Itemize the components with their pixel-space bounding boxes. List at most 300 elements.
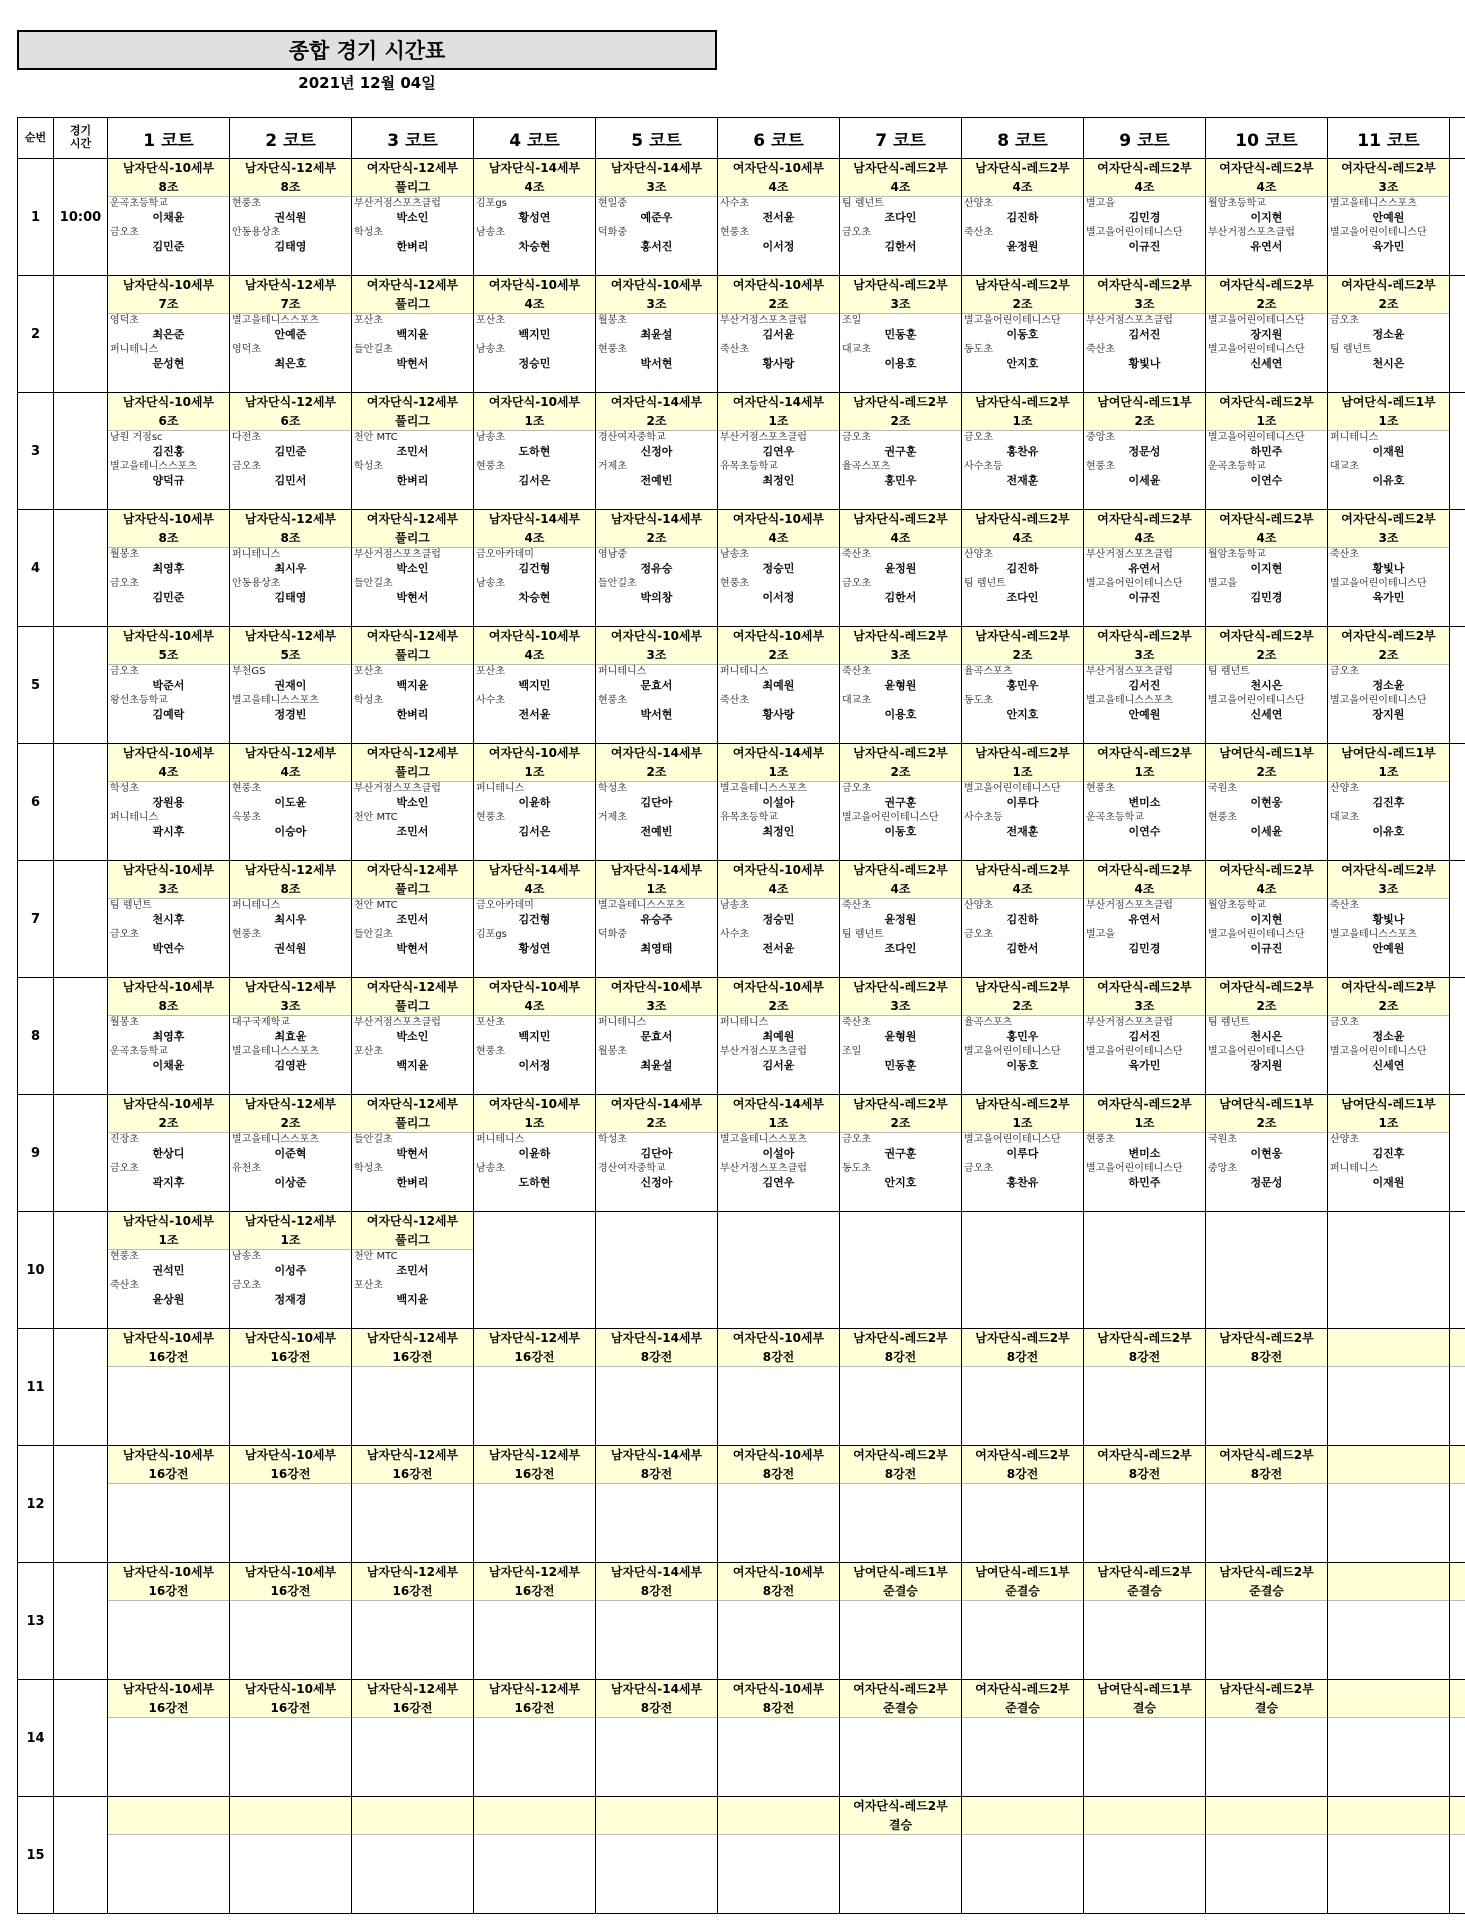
player-2-club: 대교초 bbox=[842, 344, 871, 355]
event-group: 1조 bbox=[646, 882, 667, 896]
player-1-club: 별고을테니스스포츠 bbox=[1330, 198, 1417, 209]
event-name: 남자단식-14세부 bbox=[610, 1682, 703, 1696]
row-time bbox=[54, 510, 108, 627]
player-2-name: 이세윤 bbox=[1128, 474, 1161, 487]
event-group: 8강전 bbox=[1006, 1467, 1039, 1481]
player-1-name: 이현웅 bbox=[1250, 1147, 1283, 1160]
event-group: 1조 bbox=[524, 765, 545, 779]
player-2-name: 권석원 bbox=[274, 942, 307, 955]
player-1-name: 최영후 bbox=[152, 1030, 185, 1043]
player-1-name: 김진하 bbox=[1006, 913, 1039, 926]
match-event-header bbox=[1206, 1680, 1327, 1718]
match-cell bbox=[108, 1797, 230, 1914]
match-cell bbox=[718, 744, 840, 861]
event-group: 1조 bbox=[1012, 765, 1033, 779]
player-1-club: 천안 MTC bbox=[354, 432, 398, 443]
event-group: 3조 bbox=[1378, 180, 1399, 194]
player-1-club: 부산거점스포츠클럽 bbox=[354, 549, 441, 560]
player-2-name: 최정인 bbox=[762, 825, 795, 838]
event-name: 남자단식-10세부 bbox=[122, 629, 215, 643]
player-2-club: 유천초 bbox=[232, 1163, 261, 1174]
player-1-name: 김단아 bbox=[640, 796, 673, 809]
header-time bbox=[54, 118, 108, 159]
player-2-name: 김민경 bbox=[1128, 942, 1161, 955]
match-event-header bbox=[1450, 1563, 1465, 1601]
player-1-name: 정승민 bbox=[762, 913, 795, 926]
match-players bbox=[474, 782, 595, 840]
player-2-name: 김예락 bbox=[152, 708, 185, 721]
match-event-header bbox=[1206, 1329, 1327, 1367]
player-1-name: 김민준 bbox=[274, 445, 307, 458]
event-name: 여자단식-14세부 bbox=[610, 395, 703, 409]
match-cell bbox=[1328, 627, 1450, 744]
event-group: 8강전 bbox=[640, 1584, 673, 1598]
player-1-name: 김서진 bbox=[1128, 328, 1161, 341]
player-1-name: 정유승 bbox=[640, 562, 673, 575]
player-1-club: 부산거점스포츠클럽 bbox=[354, 783, 441, 794]
match-event-header bbox=[1084, 159, 1205, 197]
match-players bbox=[718, 314, 839, 372]
row-number: 7 bbox=[18, 861, 54, 978]
match-players bbox=[474, 548, 595, 606]
match-event-header bbox=[1206, 159, 1327, 197]
player-1-club: 현풍초 bbox=[1086, 783, 1115, 794]
event-group: 풀리그 bbox=[395, 180, 430, 194]
player-2-name: 최영태 bbox=[640, 942, 673, 955]
match-cell bbox=[962, 159, 1084, 276]
event-name: 남자단식-14세부 bbox=[610, 512, 703, 526]
event-name: 여자단식-14세부 bbox=[732, 1097, 825, 1111]
event-name: 여자단식-레드2부 bbox=[1341, 512, 1436, 526]
player-1-club: 남송초 bbox=[720, 549, 749, 560]
event-group: 1조 bbox=[1012, 414, 1033, 428]
player-1-club: 남송초 bbox=[476, 432, 505, 443]
player-1-name: 권석민 bbox=[152, 1264, 185, 1277]
match-cell bbox=[352, 627, 474, 744]
match-cell bbox=[718, 978, 840, 1095]
match-players bbox=[230, 782, 351, 840]
match-event-header bbox=[474, 393, 595, 431]
player-2-name: 육가민 bbox=[1372, 240, 1405, 253]
player-1-name: 최예원 bbox=[762, 679, 795, 692]
match-event-header bbox=[962, 510, 1083, 548]
match-cell bbox=[1084, 978, 1206, 1095]
player-2-club: 별고을어린이테니스단 bbox=[842, 812, 939, 823]
match-players bbox=[840, 431, 961, 489]
match-players bbox=[474, 899, 595, 957]
player-1-club: 금오초 bbox=[964, 432, 993, 443]
match-cell bbox=[108, 1329, 230, 1446]
player-1-name: 이재원 bbox=[1372, 445, 1405, 458]
event-group: 3조 bbox=[646, 180, 667, 194]
player-1-club: 퍼니테니스 bbox=[598, 666, 647, 677]
event-name: 남자단식-레드2부 bbox=[853, 161, 948, 175]
schedule-date: 2021년 12월 04일 bbox=[298, 74, 436, 92]
match-cell bbox=[962, 1095, 1084, 1212]
event-name: 여자단식-레드2부 bbox=[1097, 746, 1192, 760]
match-players bbox=[840, 1133, 961, 1191]
match-cell bbox=[1084, 1095, 1206, 1212]
row-time bbox=[54, 1329, 108, 1446]
match-cell bbox=[230, 978, 352, 1095]
header-court-9: 9 코트 bbox=[1084, 118, 1206, 159]
player-2-club: 덕화중 bbox=[598, 227, 627, 238]
event-name: 여자단식-10세부 bbox=[732, 1331, 825, 1345]
header-court-2: 2 코트 bbox=[230, 118, 352, 159]
match-event-header bbox=[1084, 510, 1205, 548]
match-event-header bbox=[352, 1212, 473, 1250]
player-1-club: 퍼니테니스 bbox=[720, 666, 769, 677]
match-cell bbox=[1206, 276, 1328, 393]
player-2-name: 김한서 bbox=[1006, 942, 1039, 955]
event-name: 남자단식-레드2부 bbox=[1097, 1331, 1192, 1345]
player-2-name: 박현서 bbox=[396, 357, 429, 370]
match-event-header bbox=[108, 744, 229, 782]
header-court-7: 7 코트 bbox=[840, 118, 962, 159]
player-2-club: 현풍초 bbox=[598, 695, 627, 706]
match-cell bbox=[1084, 1563, 1206, 1680]
event-group: 16강전 bbox=[392, 1350, 433, 1364]
event-name: 여자단식-레드2부 bbox=[1219, 863, 1314, 877]
player-1-club: 영덕초 bbox=[110, 315, 139, 326]
player-1-name: 최예원 bbox=[762, 1030, 795, 1043]
schedule-row bbox=[18, 1797, 1465, 1914]
event-group: 3조 bbox=[1134, 297, 1155, 311]
match-cell bbox=[230, 1329, 352, 1446]
event-name: 여자단식-12세부 bbox=[366, 161, 459, 175]
event-group: 2조 bbox=[646, 765, 667, 779]
match-cell bbox=[352, 393, 474, 510]
player-2-name: 박연수 bbox=[152, 942, 185, 955]
match-cell bbox=[1084, 1212, 1206, 1329]
match-cell bbox=[596, 1095, 718, 1212]
schedule-row bbox=[18, 1446, 1465, 1563]
player-2-name: 이용호 bbox=[884, 708, 917, 721]
player-1-name: 홍민우 bbox=[1006, 679, 1039, 692]
player-2-club: 현풍초 bbox=[476, 461, 505, 472]
player-1-name: 김건형 bbox=[518, 913, 551, 926]
event-group: 2조 bbox=[1012, 648, 1033, 662]
match-cell bbox=[1084, 159, 1206, 276]
player-2-name: 육가민 bbox=[1128, 1059, 1161, 1072]
player-2-club: 별고을어린이테니스단 bbox=[1086, 227, 1183, 238]
event-name: 남자단식-12세부 bbox=[244, 980, 337, 994]
match-event-header bbox=[230, 978, 351, 1016]
event-name: 남자단식-레드2부 bbox=[853, 746, 948, 760]
schedule-row bbox=[18, 627, 1465, 744]
event-name: 남자단식-레드2부 bbox=[975, 980, 1070, 994]
match-cell bbox=[1328, 1680, 1450, 1797]
player-1-club: 월봉초 bbox=[598, 315, 627, 326]
match-cell bbox=[962, 1329, 1084, 1446]
player-2-name: 이상준 bbox=[274, 1176, 307, 1189]
match-players bbox=[1328, 314, 1449, 372]
match-cell bbox=[1206, 393, 1328, 510]
player-2-club: 현풍초 bbox=[476, 812, 505, 823]
match-cell bbox=[108, 1095, 230, 1212]
event-name: 남자단식-12세부 bbox=[488, 1682, 581, 1696]
player-2-club: 별고을테니스스포츠 bbox=[1330, 929, 1417, 940]
event-group: 8강전 bbox=[640, 1467, 673, 1481]
player-1-club: 포산초 bbox=[476, 315, 505, 326]
event-group: 4조 bbox=[890, 531, 911, 545]
event-group: 결승 bbox=[1254, 1701, 1279, 1715]
event-group: 2조 bbox=[1134, 414, 1155, 428]
match-players bbox=[352, 431, 473, 489]
match-event-header bbox=[1206, 1095, 1327, 1133]
event-name: 남자단식-10세부 bbox=[122, 980, 215, 994]
player-1-name: 백지민 bbox=[518, 1030, 551, 1043]
player-2-name: 한벼리 bbox=[396, 708, 429, 721]
player-1-name: 김서윤 bbox=[762, 328, 795, 341]
player-1-name: 이윤하 bbox=[518, 796, 551, 809]
match-players bbox=[962, 548, 1083, 606]
match-event-header bbox=[840, 1563, 961, 1601]
match-cell bbox=[474, 627, 596, 744]
match-players bbox=[596, 314, 717, 372]
player-2-name: 안지호 bbox=[1006, 357, 1039, 370]
match-cell bbox=[718, 276, 840, 393]
event-name: 남자단식-레드2부 bbox=[853, 395, 948, 409]
event-name: 여자단식-14세부 bbox=[732, 746, 825, 760]
player-2-club: 남송초 bbox=[476, 578, 505, 589]
event-name: 남여단식-레드1부 bbox=[1219, 1097, 1314, 1111]
match-cell bbox=[1328, 159, 1450, 276]
match-cell bbox=[352, 510, 474, 627]
match-event-header bbox=[1084, 1446, 1205, 1484]
match-players bbox=[230, 899, 351, 957]
match-event-header bbox=[474, 861, 595, 899]
event-group: 1조 bbox=[1012, 1116, 1033, 1130]
event-group: 16강전 bbox=[270, 1467, 311, 1481]
player-1-name: 홍찬유 bbox=[1006, 445, 1039, 458]
player-2-name: 황성연 bbox=[518, 942, 551, 955]
player-2-club: 팀 렘넌트 bbox=[842, 929, 884, 940]
match-event-header bbox=[1206, 276, 1327, 314]
match-players bbox=[1084, 314, 1205, 372]
event-group: 2조 bbox=[890, 765, 911, 779]
match-cell bbox=[1450, 1563, 1465, 1680]
match-players bbox=[108, 197, 229, 255]
player-1-name: 안예준 bbox=[274, 328, 307, 341]
event-name: 여자단식-레드2부 bbox=[1219, 395, 1314, 409]
match-cell bbox=[1206, 1212, 1328, 1329]
player-2-club: 퍼니테니스 bbox=[110, 812, 159, 823]
event-group: 4조 bbox=[1134, 180, 1155, 194]
match-cell bbox=[1328, 861, 1450, 978]
match-players bbox=[718, 1016, 839, 1074]
match-cell bbox=[1084, 276, 1206, 393]
player-2-club: 포산초 bbox=[354, 1280, 383, 1291]
match-players bbox=[1206, 1016, 1327, 1074]
match-cell bbox=[1206, 159, 1328, 276]
event-name: 여자단식-10세부 bbox=[732, 980, 825, 994]
schedule-row bbox=[18, 1095, 1465, 1212]
match-cell bbox=[474, 1797, 596, 1914]
event-group: 4조 bbox=[524, 882, 545, 896]
match-event-header bbox=[230, 744, 351, 782]
event-group: 16강전 bbox=[270, 1584, 311, 1598]
match-event-header bbox=[840, 861, 961, 899]
match-players bbox=[352, 782, 473, 840]
match-cell bbox=[474, 159, 596, 276]
player-2-club: 별고을어린이테니스단 bbox=[1208, 344, 1305, 355]
match-cell bbox=[352, 1680, 474, 1797]
match-event-header bbox=[1206, 627, 1327, 665]
match-cell bbox=[230, 1563, 352, 1680]
match-cell bbox=[1084, 1680, 1206, 1797]
event-group: 16강전 bbox=[148, 1584, 189, 1598]
event-name: 여자단식-10세부 bbox=[488, 278, 581, 292]
match-cell bbox=[108, 393, 230, 510]
match-cell bbox=[1084, 510, 1206, 627]
player-2-club: 금오초 bbox=[110, 227, 139, 238]
match-players bbox=[962, 1133, 1083, 1191]
event-group: 4조 bbox=[1012, 882, 1033, 896]
player-1-club: 대구국제학교 bbox=[232, 1017, 290, 1028]
header-court-overflow bbox=[1450, 118, 1465, 159]
match-cell bbox=[1206, 1563, 1328, 1680]
player-2-club: 현풍초 bbox=[598, 344, 627, 355]
player-2-club: 들안길초 bbox=[354, 929, 393, 940]
match-cell bbox=[474, 276, 596, 393]
player-2-club: 대교초 bbox=[842, 695, 871, 706]
event-name: 남자단식-레드2부 bbox=[853, 980, 948, 994]
player-1-club: 죽산초 bbox=[842, 1017, 871, 1028]
row-number: 15 bbox=[18, 1797, 54, 1914]
match-players bbox=[718, 548, 839, 606]
match-players bbox=[1206, 431, 1327, 489]
event-name: 남자단식-10세부 bbox=[122, 512, 215, 526]
player-2-club: 대교초 bbox=[1330, 461, 1359, 472]
event-group: 4조 bbox=[890, 180, 911, 194]
player-1-club: 들안길초 bbox=[354, 1134, 393, 1145]
match-event-header bbox=[840, 1680, 961, 1718]
event-name: 남여단식-레드1부 bbox=[1097, 395, 1192, 409]
event-group: 8강전 bbox=[762, 1701, 795, 1715]
match-cell bbox=[840, 159, 962, 276]
match-players bbox=[718, 197, 839, 255]
player-1-name: 전서윤 bbox=[762, 211, 795, 224]
match-players bbox=[230, 197, 351, 255]
player-1-name: 윤형원 bbox=[884, 1030, 917, 1043]
event-group: 8강전 bbox=[1250, 1467, 1283, 1481]
match-event-header bbox=[474, 744, 595, 782]
match-event-header bbox=[352, 744, 473, 782]
player-1-name: 홍민우 bbox=[1006, 1030, 1039, 1043]
event-name: 여자단식-레드2부 bbox=[1219, 980, 1314, 994]
player-1-name: 김진하 bbox=[1006, 211, 1039, 224]
player-1-name: 천시은 bbox=[1250, 1030, 1283, 1043]
player-2-club: 별고을어린이테니스단 bbox=[1330, 695, 1427, 706]
player-2-club: 학성초 bbox=[354, 1163, 383, 1174]
match-players bbox=[962, 782, 1083, 840]
match-event-header bbox=[352, 1329, 473, 1367]
match-players bbox=[962, 197, 1083, 255]
event-group: 2조 bbox=[1256, 648, 1277, 662]
match-cell bbox=[962, 276, 1084, 393]
event-name: 여자단식-10세부 bbox=[488, 980, 581, 994]
match-event-header bbox=[108, 978, 229, 1016]
player-1-name: 한상디 bbox=[152, 1147, 185, 1160]
match-event-header bbox=[1206, 744, 1327, 782]
match-event-header bbox=[962, 978, 1083, 1016]
schedule-row bbox=[18, 1212, 1465, 1329]
match-event-header bbox=[352, 978, 473, 1016]
match-cell bbox=[108, 159, 230, 276]
match-cell bbox=[596, 861, 718, 978]
match-cell bbox=[718, 393, 840, 510]
match-players bbox=[108, 548, 229, 606]
player-2-name: 정재경 bbox=[274, 1293, 307, 1306]
match-cell bbox=[596, 744, 718, 861]
player-2-name: 박서현 bbox=[640, 357, 673, 370]
event-group: 3조 bbox=[158, 882, 179, 896]
player-1-club: 금오초 bbox=[842, 1134, 871, 1145]
match-cell bbox=[1206, 1797, 1328, 1914]
match-event-header bbox=[718, 744, 839, 782]
event-name: 여자단식-10세부 bbox=[610, 980, 703, 994]
match-cell bbox=[1328, 1212, 1450, 1329]
player-1-club: 금오초 bbox=[110, 666, 139, 677]
match-cell bbox=[962, 393, 1084, 510]
player-2-name: 육가민 bbox=[1372, 591, 1405, 604]
event-name: 남여단식-레드1부 bbox=[975, 1565, 1070, 1579]
player-1-name: 박소인 bbox=[396, 562, 429, 575]
match-event-header bbox=[1328, 159, 1449, 197]
player-1-club: 별고을어린이테니스단 bbox=[964, 1134, 1061, 1145]
match-players bbox=[718, 1133, 839, 1191]
match-event-header bbox=[1084, 1797, 1205, 1835]
player-2-club: 율곡스포츠 bbox=[842, 461, 891, 472]
header-court-10: 10 코트 bbox=[1206, 118, 1328, 159]
match-cell bbox=[718, 861, 840, 978]
event-name: 남자단식-레드2부 bbox=[1097, 1565, 1192, 1579]
player-2-club: 별고을어린이테니스단 bbox=[1086, 578, 1183, 589]
match-event-header bbox=[1084, 1329, 1205, 1367]
event-name: 여자단식-10세부 bbox=[610, 629, 703, 643]
match-players bbox=[1084, 1133, 1205, 1191]
player-1-club: 부산거점스포츠클럽 bbox=[354, 1017, 441, 1028]
player-1-name: 정문성 bbox=[1128, 445, 1161, 458]
player-2-name: 김서은 bbox=[518, 825, 551, 838]
event-name: 여자단식-12세부 bbox=[366, 746, 459, 760]
event-group: 16강전 bbox=[514, 1584, 555, 1598]
player-1-name: 문효서 bbox=[640, 1030, 673, 1043]
player-2-club: 별고을어린이테니스단 bbox=[1086, 1046, 1183, 1057]
event-group: 4조 bbox=[280, 765, 301, 779]
match-event-header bbox=[474, 159, 595, 197]
player-2-club: 현풍초 bbox=[720, 578, 749, 589]
match-players bbox=[1328, 782, 1449, 840]
match-cell bbox=[1206, 861, 1328, 978]
player-2-club: 사수초등 bbox=[964, 461, 1003, 472]
event-name: 남자단식-레드2부 bbox=[853, 278, 948, 292]
event-group: 8강전 bbox=[640, 1701, 673, 1715]
match-cell bbox=[1084, 861, 1206, 978]
player-2-name: 천시은 bbox=[1372, 357, 1405, 370]
match-event-header bbox=[474, 1329, 595, 1367]
player-2-name: 박의창 bbox=[640, 591, 673, 604]
row-time bbox=[54, 393, 108, 510]
match-players bbox=[1328, 197, 1449, 255]
player-2-name: 윤정원 bbox=[1006, 240, 1039, 253]
player-2-name: 김한서 bbox=[884, 591, 917, 604]
player-1-name: 장원용 bbox=[152, 796, 185, 809]
player-1-name: 김단아 bbox=[640, 1147, 673, 1160]
player-1-club: 부산거점스포츠클럽 bbox=[1086, 549, 1173, 560]
match-players bbox=[108, 1133, 229, 1191]
